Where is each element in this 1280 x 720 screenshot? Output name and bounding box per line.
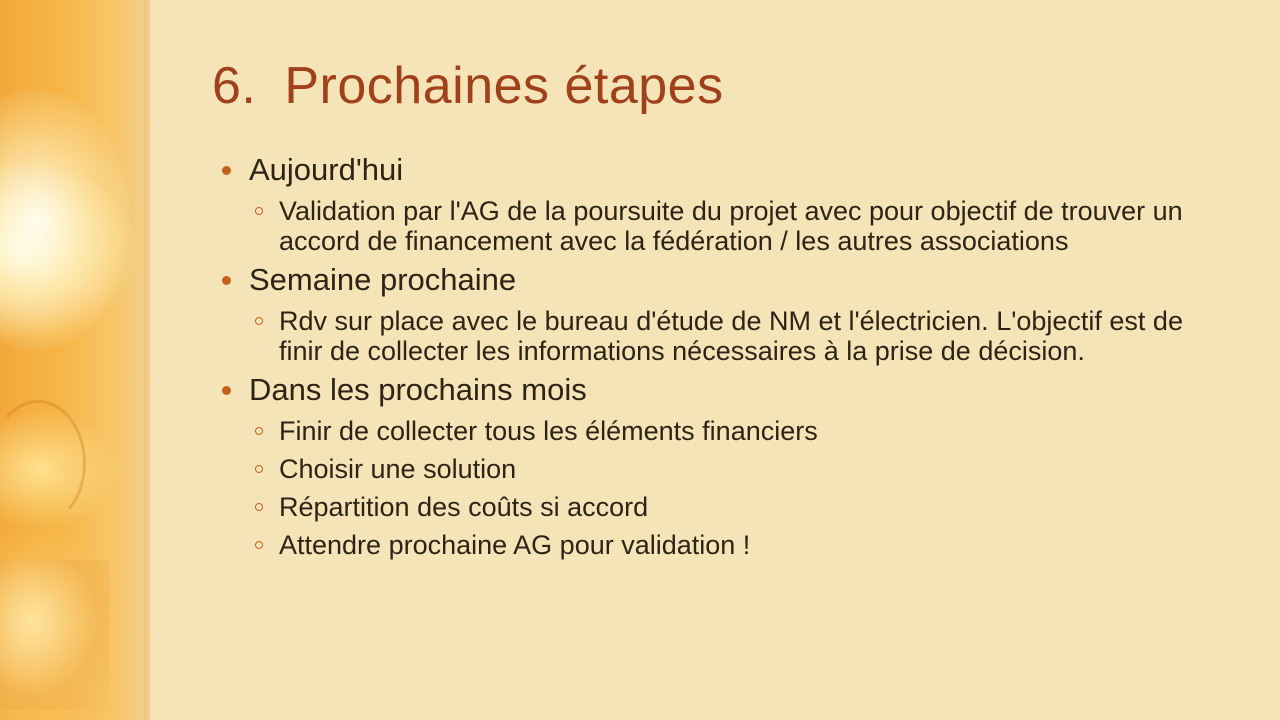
list-item-text: Répartition des coûts si accord xyxy=(279,492,649,522)
bullet-circle-icon xyxy=(255,541,263,549)
section-heading-next-week xyxy=(222,262,1232,298)
bullet-circle-icon xyxy=(255,427,263,435)
list-item xyxy=(252,492,1232,522)
list-item-text: Rdv sur place avec le bureau d'étude de NM et l'électricien. L'objectif est de finir de collecter les informations nécessaires à la prise de décision. xyxy=(279,306,1183,366)
section-heading-today xyxy=(222,152,1232,188)
list-item-text: Validation par l'AG de la poursuite du projet avec pour objectif de trouver un accord de financement avec la fédération / les autres associations xyxy=(279,196,1183,256)
section-heading-label: Dans les prochains mois xyxy=(249,372,587,407)
title-number: 6. xyxy=(212,57,257,115)
list-item-text: Attendre prochaine AG pour validation ! xyxy=(279,530,751,560)
section-heading-label: Semaine prochaine xyxy=(249,262,517,297)
section-heading-next-months xyxy=(222,372,1232,408)
light-bulb-image xyxy=(0,0,150,720)
list-item-text: Choisir une solution xyxy=(279,454,517,484)
bullet-dot-icon xyxy=(222,166,231,175)
bullet-circle-icon xyxy=(255,317,263,325)
panel-edge xyxy=(144,0,150,720)
section-heading-label: Aujourd'hui xyxy=(249,152,404,187)
bullet-list xyxy=(222,152,1232,560)
list-item xyxy=(252,530,1232,560)
list-item xyxy=(252,196,1232,256)
list-item xyxy=(252,416,1232,446)
bullet-circle-icon xyxy=(255,207,263,215)
bulb-glow xyxy=(0,90,130,350)
bulb-filament xyxy=(0,400,86,526)
list-item xyxy=(252,454,1232,484)
bulb-base xyxy=(0,560,110,710)
slide-title xyxy=(212,56,724,116)
list-item xyxy=(252,306,1232,366)
bullet-dot-icon xyxy=(222,276,231,285)
list-item-text: Finir de collecter tous les éléments financiers xyxy=(279,416,818,446)
bullet-dot-icon xyxy=(222,386,231,395)
bullet-circle-icon xyxy=(255,465,263,473)
bullet-circle-icon xyxy=(255,503,263,511)
title-text: Prochaines étapes xyxy=(284,57,724,115)
